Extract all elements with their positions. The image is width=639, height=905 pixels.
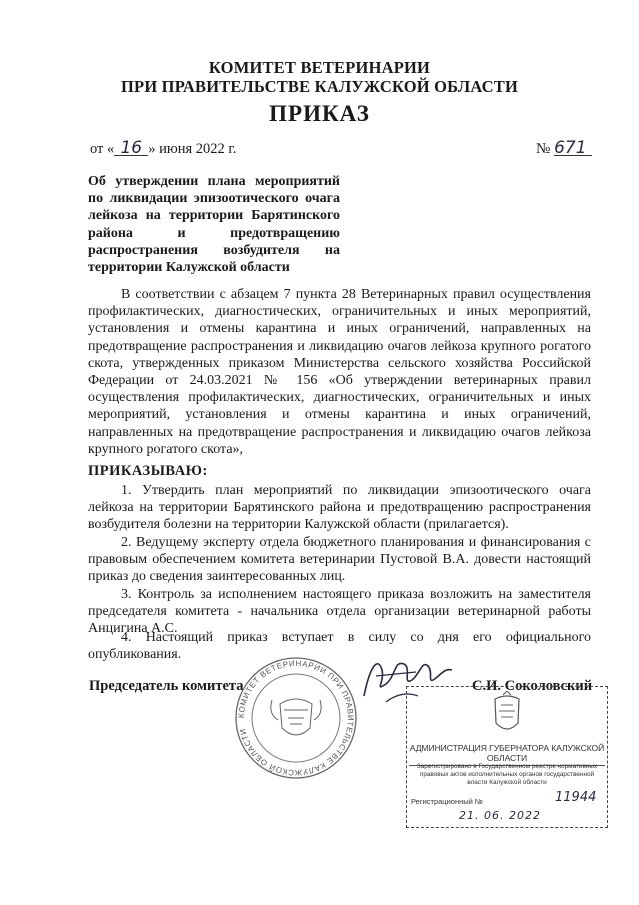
date-suffix: » июня 2022 г. (148, 141, 237, 157)
signature-position: Председатель комитета (89, 678, 244, 694)
signature-name: С.И. Соколовский (472, 678, 593, 694)
regional-emblem-icon (489, 691, 525, 739)
seal-text: КОМИТЕТ ВЕТЕРИНАРИИ ПРИ ПРАВИТЕЛЬСТВЕ КАЛУЖСКОЙ ОБЛАСТИ (236, 658, 356, 778)
date-prefix: от « (90, 141, 115, 157)
document-date (90, 138, 237, 158)
header-line1: КОМИТЕТ ВЕТЕРИНАРИИ (208, 58, 431, 77)
order-item-3: 3. Контроль за исполнением настоящего приказа возложить на заместителя председателя комитета - начальника отдела организации ветеринарной работы Анцигина А.С. (88, 587, 591, 637)
document-subject: Об утверждении плана мероприятий по ликвидации эпизоотического очага лейкоза на территории Барятинского района и предотвращению распространения возбудителя на территории Калужской области (88, 174, 340, 276)
number-label: № (536, 141, 551, 157)
document-title: ПРИКАЗ (269, 101, 370, 126)
document-number (536, 138, 592, 158)
stamp-reg-number: 11944 (555, 790, 597, 805)
stamp-organization: АДМИНИСТРАЦИЯ ГУБЕРНАТОРА КАЛУЖСКОЙ ОБЛАСТИ (409, 743, 605, 766)
coat-of-arms-icon (271, 699, 321, 735)
stamp-note: Зарегистрировано в Государственном реестре нормативных правовых актов исполнительных органов государственной власти Калужской области (416, 763, 598, 786)
stamp-reg-label: Регистрационный № (411, 797, 483, 806)
order-item-4: 4. Настоящий приказ вступает в силу со дня его официального опубликования. (88, 630, 591, 663)
number-value: 671 (554, 141, 592, 156)
order-item-2: 2. Ведущему эксперту отдела бюджетного планирования и финансирования с правовым обеспечением комитета ветеринарии Пустовой В.А. довести настоящий приказ до сведения заинтересованных лиц. (88, 535, 591, 585)
preamble-paragraph: В соответствии с абзацем 7 пункта 28 Ветеринарных правил осуществления профилактических, диагностических, ограничительных и иных мероприятий, установления и отмены карантина и иных ограничений, направленных на предотвращение распространения и ликвидацию очагов лейкоза крупного рогатого скота, утвержденных приказом Министерства сельского хозяйства Российской Федерации от 24.03.2021 № 156 «Об утверждении ветеринарных правил осуществления профилактических, диагностических, ограничительных и иных мероприятий, установления и отмены карантина и иных ограничений, направленных на предотвращение распространения и ликвидацию очагов лейкоза крупного рогатого скота», (88, 287, 591, 457)
header-line2: ПРИ ПРАВИТЕЛЬСТВЕ КАЛУЖСКОЙ ОБЛАСТИ (121, 77, 518, 96)
stamp-reg-date: 21. 06. 2022 (459, 809, 541, 822)
registration-stamp (406, 686, 608, 828)
orders-heading: ПРИКАЗЫВАЮ: (88, 463, 208, 479)
official-seal (232, 654, 360, 782)
date-day: 16 (114, 141, 148, 156)
order-item-1: 1. Утвердить план мероприятий по ликвидации эпизоотического очага лейкоза на территории Барятинского района и предотвращению распространения возбудителя болезни на территории Калужской области (прилагается). (88, 483, 591, 533)
